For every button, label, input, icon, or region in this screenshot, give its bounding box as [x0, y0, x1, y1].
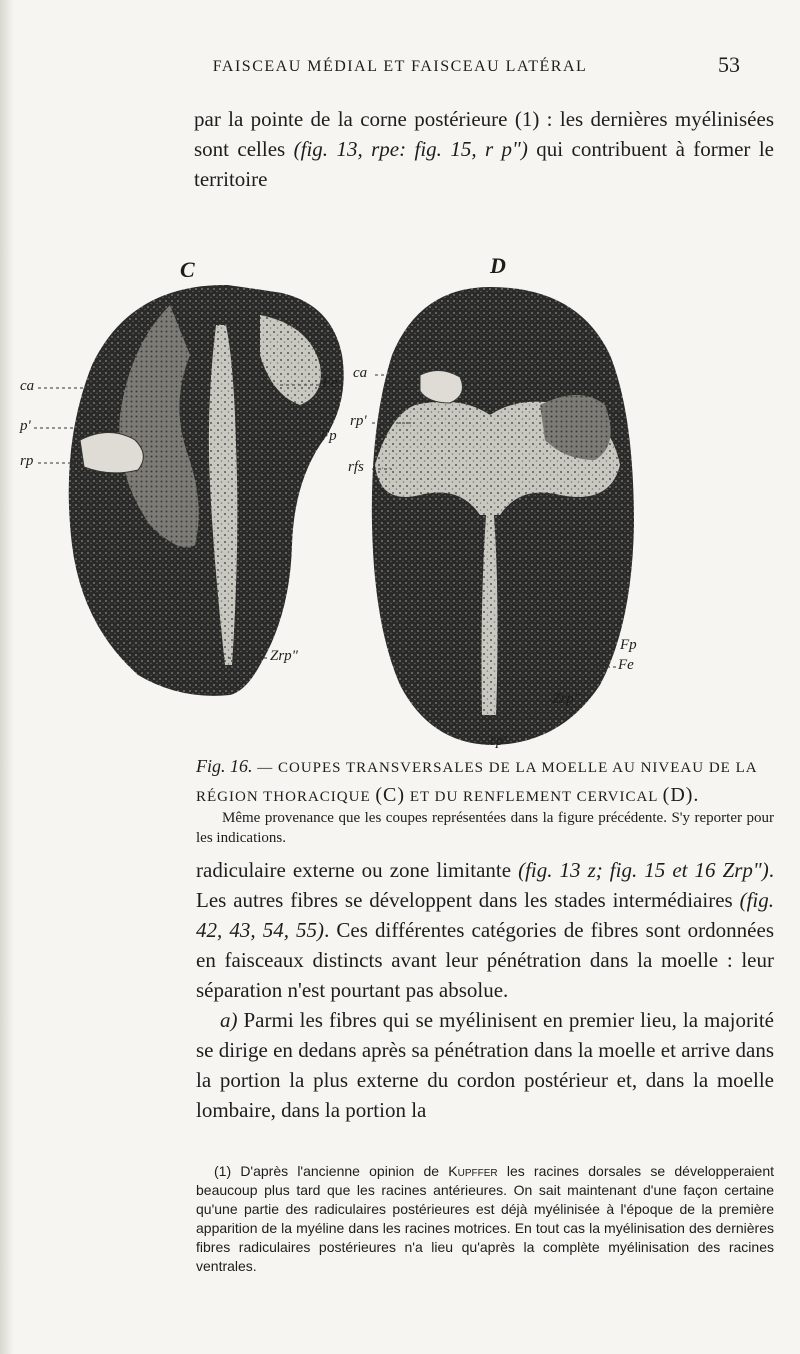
caption-note-text: Même provenance que les coupes représentées dans la figure précédente. S'y reporter pour les indications. [196, 810, 774, 846]
figure-16 [20, 245, 780, 755]
text-run: Parmi les fibres qui se myélinisent en premier lieu, la majorité se dirige en dedans après sa pénétration dans la moelle et arrive dans la portion la plus externe du cordon postérieur et, dans la moelle lombaire, dans la portion la [196, 1008, 774, 1122]
spinal-cord-sections-illustration [20, 245, 780, 755]
lead-label-zrp: Zrp" [270, 648, 298, 664]
footnote-text: (1) D'après l'ancienne opinion de [214, 1163, 449, 1179]
text-run: qui contribuent à former le territoire [194, 137, 774, 191]
lead-label-ca: ca [20, 378, 35, 394]
lead-label-rfs: rfs [348, 459, 364, 475]
text-run: . Les autres fibres se développent dans les stades intermédiaires [196, 858, 774, 912]
text-run: . Ces différentes catégories de fibres sont ordonnées en faisceaux distincts avant leur pénétration dans la moelle : leur séparation n'est pourtant pas absolue. [196, 918, 774, 1002]
paragraph-top [194, 104, 774, 194]
footnote-text: les racines dorsales se développeraient beaucoup plus tard que les racines antérieures. On sait maintenant d'une façon certaine qu'une partie des radiculaires postérieures est déjà myélinisée à l'époque de la première apparition de la myéline dans les racines motrices. En tout cas la myélinisation des dernières fibres radiculaires postérieures n'a lieu qu'après la complète myélinisation des racines ventrales. [196, 1163, 775, 1274]
panel-label-d: D [490, 253, 506, 278]
figure-caption-note [196, 808, 774, 848]
figure-reference: (fig. 42, 43, 54, 55) [196, 888, 774, 942]
caption-text: (C) [375, 784, 406, 806]
lead-label-fe-d: Fe [618, 657, 634, 673]
footnote [196, 1162, 774, 1276]
figure-reference: (fig. 13, rpe: fig. 15, r p") [293, 137, 528, 161]
lead-label-zrp-d: Zrp" [552, 691, 580, 707]
lead-label-ca-d: ca [353, 365, 368, 381]
figure-caption-title [196, 753, 774, 811]
caption-text: ET DU RENFLEMENT CERVICAL [405, 789, 663, 805]
running-title: FAISCEAU MÉDIAL ET FAISCEAU LATÉRAL [212, 58, 588, 75]
caption-text: (D). [662, 784, 700, 806]
lead-label-rp-prime: rp' [350, 413, 367, 429]
lead-label-rp: rp [20, 453, 34, 469]
lead-label-fp: Fp [320, 428, 337, 444]
page-number: 53 [718, 52, 740, 77]
paragraph-bottom [196, 855, 774, 1125]
figure-number: Fig. 16. [196, 756, 253, 776]
section-c [69, 285, 344, 696]
panel-label-c: C [180, 257, 195, 282]
figure-reference: (fig. 13 z; fig. 15 et 16 Zrp") [518, 858, 769, 882]
page-gutter-shadow [0, 0, 14, 1354]
caption-text: — COUPES TRANSVERSALES DE LA MOELLE AU NIVEAU DE LA RÉGION THORACIQUE [196, 760, 757, 805]
text-run: par la pointe de la corne postérieure (1) : les dernières myélinisées sont celles [194, 107, 774, 161]
lead-label-p-prime: p' [20, 418, 31, 434]
footnote-author: Kupffer [448, 1163, 498, 1179]
list-marker: a) [220, 1008, 238, 1032]
lead-label-rp-bottom: rp' [490, 733, 507, 749]
text-run: radiculaire externe ou zone limitante [196, 858, 519, 882]
section-d [372, 287, 634, 745]
lead-label-fe: Fe [322, 375, 338, 391]
lead-label-fp-d: Fp [620, 637, 637, 653]
